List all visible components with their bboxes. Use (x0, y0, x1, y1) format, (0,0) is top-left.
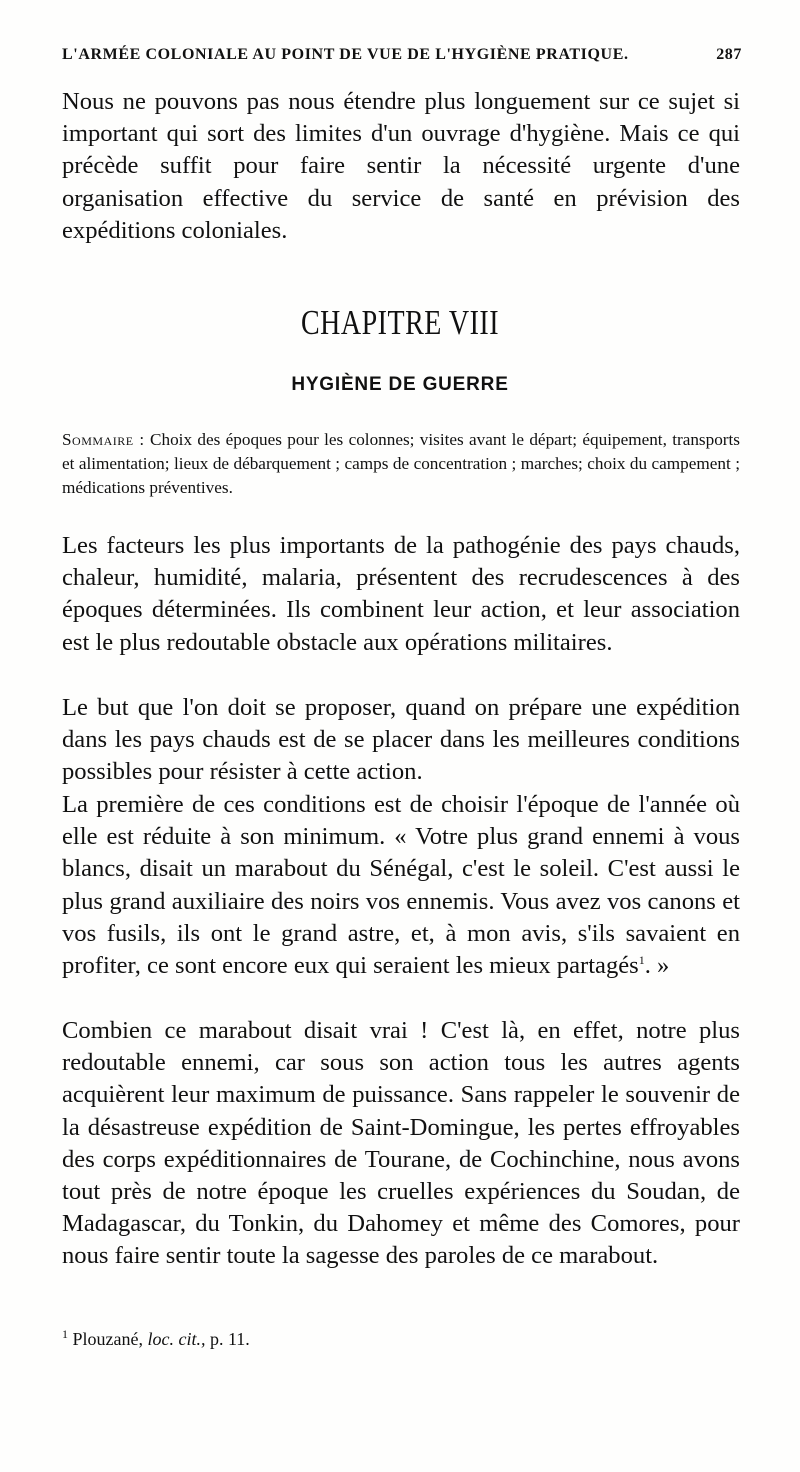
running-head (62, 46, 742, 64)
chapter-title: CHAPITRE VIII (300, 304, 500, 343)
paragraph-factors: Les facteurs les plus importants de la pathogénie des pays chauds, chaleur, humidité, malaria, présentent des recrudescences à des époques déterminées. Ils combinent leur action, et leur association est le plus redoutable obstacle aux opérations militaires. (62, 532, 740, 656)
quote-text: La première de ces conditions est de choisir l'époque de l'année où elle est réduite à son minimum. « Votre plus grand ennemi à vous blancs, disait un marabout du Sénégal, c'est le soleil. C'est aussi le plus grand auxiliaire des noirs vos ennemis. Vous avez vos canons et vos fusils, ils ont le grand astre, et, à mon avis, s'ils savaient en profiter, ce sont encore eux qui seraient les mieux partagés (62, 791, 740, 980)
footnote-reference: 1 (638, 952, 645, 967)
paragraph-intro: Nous ne pouvons pas nous étendre plus longuement sur ce sujet si important qui sort des limites d'un ouvrage d'hygiène. Mais ce qui précède suffit pour faire sentir la nécessité urgente d'une organisation effective du service de santé en prévision des expéditions coloniales. (62, 88, 740, 244)
summary-text: Choix des époques pour les colonnes; visites avant le départ; équipement, transports et alimentation; lieux de débarquement ; camps de concentration ; marches; choix du campement ; médications préventives. (62, 430, 740, 497)
page-number: 287 (716, 46, 742, 63)
footnote-marker: 1 (62, 1327, 68, 1341)
paragraph-enemy: Combien ce marabout disait vrai ! C'est là, en effet, notre plus redoutable ennemi, car sous son action tous les autres agents acquièrent leur maximum de puissance. Sans rappeler le souvenir de la désastreuse expédition de Saint-Domingue, les pertes effroyables des corps expéditionnaires de Tourane, de Cochinchine, nous avons tout près de notre époque les cruelles expériences du Soudan, de Madagascar, du Tonkin, du Dahomey et même des Comores, pour nous faire sentir toute la sagesse des paroles de ce marabout. (62, 1017, 740, 1270)
footnote-ref: loc. cit., (147, 1329, 206, 1349)
running-title: L'ARMÉE COLONIALE AU POINT DE VUE DE L'HYGIÈNE PRATIQUE. (62, 46, 629, 63)
quote-closing: . » (644, 952, 670, 980)
paragraph-goal: Le but que l'on doit se proposer, quand on prépare une expédition dans les pays chauds est de se placer dans les meilleures conditions possibles pour résister à cette action. (62, 694, 740, 786)
footnote (62, 1329, 250, 1350)
footnote-author: Plouzané, (72, 1329, 143, 1349)
footnote-page: p. 11. (209, 1329, 250, 1349)
paragraph-marabout-quote (62, 789, 740, 982)
chapter-summary (62, 428, 740, 500)
summary-label: Sommaire : (62, 430, 145, 449)
section-title: HYGIÈNE DE GUERRE (291, 374, 509, 395)
